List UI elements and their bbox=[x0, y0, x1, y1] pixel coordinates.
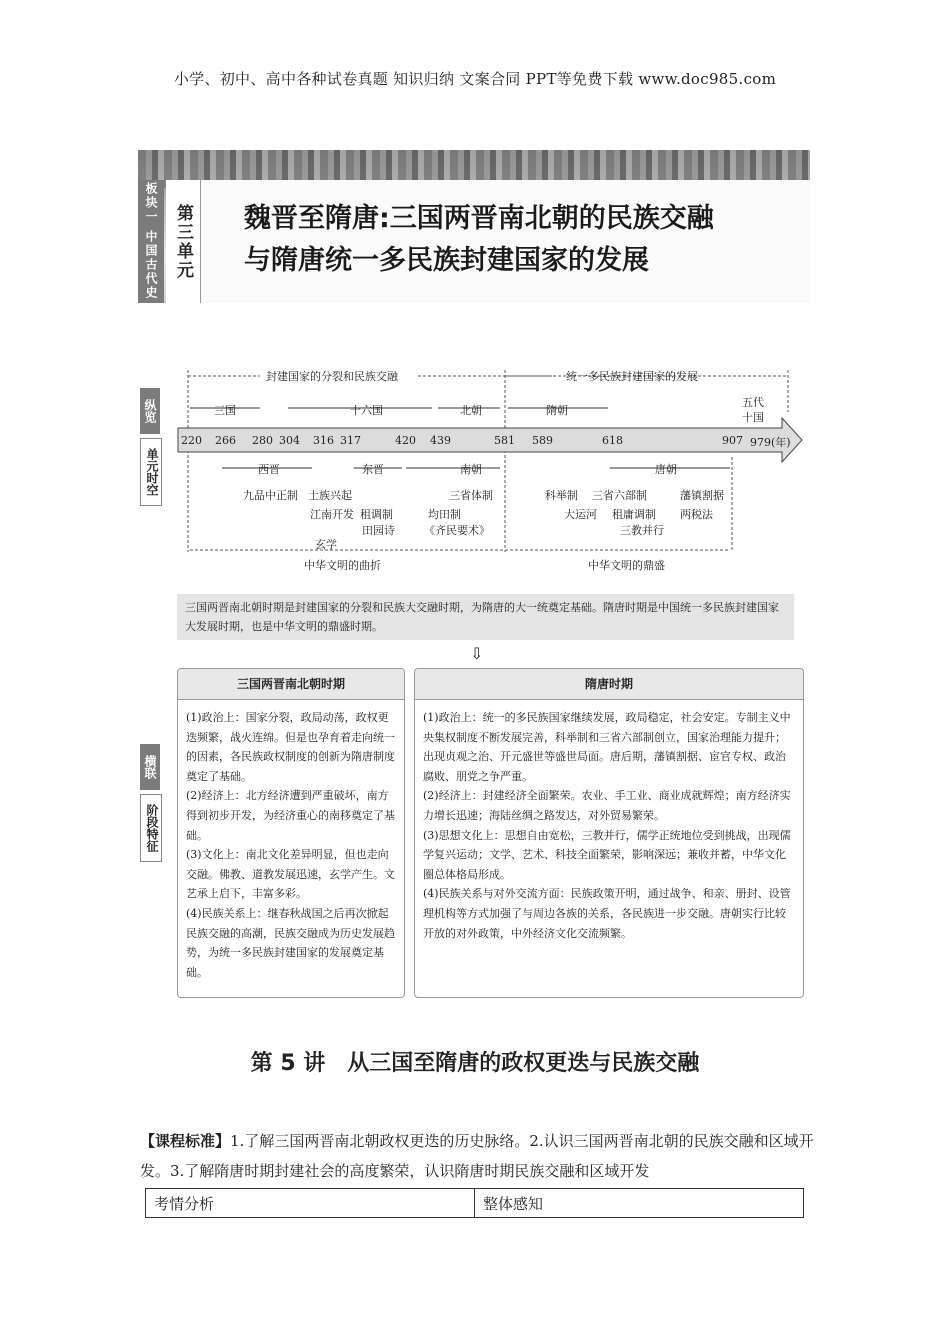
year-420: 420 bbox=[395, 434, 416, 447]
year-317: 317 bbox=[340, 434, 361, 447]
system-fanzhen: 藩镇割据 bbox=[680, 489, 724, 502]
period-xijin: 西晋 bbox=[258, 463, 280, 476]
left-column bbox=[177, 668, 405, 998]
period-dongjin: 东晋 bbox=[362, 463, 384, 476]
period-suichao: 隋朝 bbox=[546, 404, 568, 417]
section-tag: 板块一 中国古代史 bbox=[138, 180, 164, 303]
unit-title-line2: 与隋唐统一多民族封建国家的发展 bbox=[244, 245, 649, 276]
down-arrow-icon: ⇩ bbox=[470, 644, 484, 663]
period-wudai: 五代 bbox=[742, 396, 764, 409]
system-liangshui: 两税法 bbox=[680, 508, 713, 521]
tag-overview-sub: 单元时空 bbox=[140, 438, 162, 506]
system-zuyongdiao: 租庸调制 bbox=[612, 508, 656, 521]
left-column-title: 三国两晋南北朝时期 bbox=[178, 669, 404, 700]
unit-title-line1: 魏晋至隋唐:三国两晋南北朝的民族交融 bbox=[244, 203, 714, 234]
year-439: 439 bbox=[430, 434, 451, 447]
page-header: 小学、初中、高中各种试卷真题 知识归纳 文案合同 PPT等免费下载 www.doc985.com bbox=[173, 70, 777, 88]
system-jiupin: 九品中正制 bbox=[243, 489, 298, 502]
period-shiliuguo: 十六国 bbox=[350, 404, 383, 417]
period-tangchao: 唐朝 bbox=[655, 463, 677, 476]
system-sanliu: 三省六部制 bbox=[592, 489, 647, 502]
summary-box: 三国两晋南北朝时期是封建国家的分裂和民族大交融时期，为隋唐的大一统奠定基础。隋唐时期是中国统一多民族封建国家大发展时期，也是中华文明的鼎盛时期。 bbox=[177, 594, 794, 640]
year-618: 618 bbox=[602, 434, 623, 447]
table-cell-overview: 整体感知 bbox=[475, 1189, 804, 1218]
unit-banner bbox=[138, 150, 810, 303]
bottom-label-1: 中华文明的曲折 bbox=[304, 559, 381, 572]
lecture-title: 第 5 讲 从三国至隋唐的政权更迭与民族交融 bbox=[250, 1051, 700, 1076]
year-316: 316 bbox=[313, 434, 334, 447]
year-304: 304 bbox=[279, 434, 300, 447]
unit-title bbox=[244, 198, 714, 282]
course-standard-text: 1.了解三国两晋南北朝政权更迭的历史脉络。2.认识三国两晋南北朝的民族交融和区域开发。3.了解隋唐时期封建社会的高度繁荣，认识隋唐时期民族交融和区域开发 bbox=[140, 1132, 814, 1180]
course-standard bbox=[140, 1126, 820, 1186]
year-589: 589 bbox=[532, 434, 553, 447]
year-266: 266 bbox=[215, 434, 236, 447]
period-shiguo: 十国 bbox=[742, 411, 764, 424]
system-tianyuan: 田园诗 bbox=[362, 524, 395, 537]
system-sansheng: 三省体制 bbox=[449, 489, 493, 502]
right-column-title: 隋唐时期 bbox=[415, 669, 803, 700]
phase2-label: 统一多民族封建国家的发展 bbox=[566, 370, 698, 383]
tag-overview: 纵览 bbox=[140, 388, 160, 434]
year-280: 280 bbox=[252, 434, 273, 447]
system-qimin: 《齐民要术》 bbox=[424, 524, 490, 537]
right-column bbox=[414, 668, 804, 998]
system-shizu: 士族兴起 bbox=[308, 489, 352, 502]
year-581: 581 bbox=[494, 434, 515, 447]
bottom-label-2: 中华文明的鼎盛 bbox=[588, 559, 665, 572]
table-cell-analysis: 考情分析 bbox=[146, 1189, 475, 1218]
system-yunhe: 大运河 bbox=[564, 508, 597, 521]
tag-horizontal: 横联 bbox=[140, 744, 160, 790]
course-standard-label: 【课程标准】 bbox=[140, 1132, 231, 1150]
system-juntian: 均田制 bbox=[428, 508, 461, 521]
system-zudiao: 租调制 bbox=[360, 508, 393, 521]
left-column-text: (1)政治上：国家分裂，政局动荡，政权更迭频繁，战火连绵。但是也孕育着走向统一的因素，各民族政权制度的创新为隋唐制度奠定了基础。 (2)经济上：北方经济遭到严重破坏，南方得到初步开发，为经济重心的南移奠定了基础。 (3)文化上：南北文化差异明显，但也走向交融。佛教、道教发展迅速，玄学产生。文艺承上启下，丰富多彩。 (4)民族关系上：继春秋战国之后再次掀起民族交融的高潮，民族交融成为历史发展趋势，为统一多民族封建国家的发展奠定基础。 bbox=[186, 711, 395, 979]
right-column-text: (1)政治上：统一的多民族国家继续发展，政局稳定，社会安定。专制主义中央集权制度不断发展完善，科举制和三省六部制创立，国家治理能力提升；出现贞观之治、开元盛世等盛世局面。唐后期，藩镇割据、宦官专权、政治腐败、朋党之争严重。 (2)经济上：封建经济全面繁荣。农业、手工业、商业成就辉煌；南方经济实力增长迅速；海陆丝绸之路发达，对外贸易繁荣。 (3)思想文化上：思想自由宽松，三教并行，儒学正统地位受到挑战，出现儒学复兴运动；文学、艺术、科技全面繁荣，影响深远；兼收并蓄，中华文化圈总体格局形成。 (4)民族关系与对外交流方面：民族政策开明，通过战争、和亲、册封、设管理机构等方式加强了与周边各族的关系，各民族进一步交融。唐朝实行比较开放的对外政策，中外经济文化交流频繁。 bbox=[423, 711, 791, 940]
period-nanchao: 南朝 bbox=[460, 463, 482, 476]
phase1-label: 封建国家的分裂和民族交融 bbox=[266, 370, 398, 383]
unit-tag: 第三单元 bbox=[166, 180, 201, 303]
period-sanguo: 三国 bbox=[214, 404, 236, 417]
system-jiangnan: 江南开发 bbox=[310, 508, 354, 521]
system-keju: 科举制 bbox=[545, 489, 578, 502]
year-220: 220 bbox=[181, 434, 202, 447]
year-907: 907 bbox=[722, 434, 743, 447]
tag-horizontal-sub: 阶段特征 bbox=[140, 794, 162, 862]
system-xuanxue: 玄学 bbox=[315, 538, 337, 551]
analysis-table bbox=[145, 1188, 804, 1218]
year-979: 979(年) bbox=[750, 436, 791, 449]
system-sanjiao: 三教并行 bbox=[620, 524, 664, 537]
period-beichao: 北朝 bbox=[460, 404, 482, 417]
